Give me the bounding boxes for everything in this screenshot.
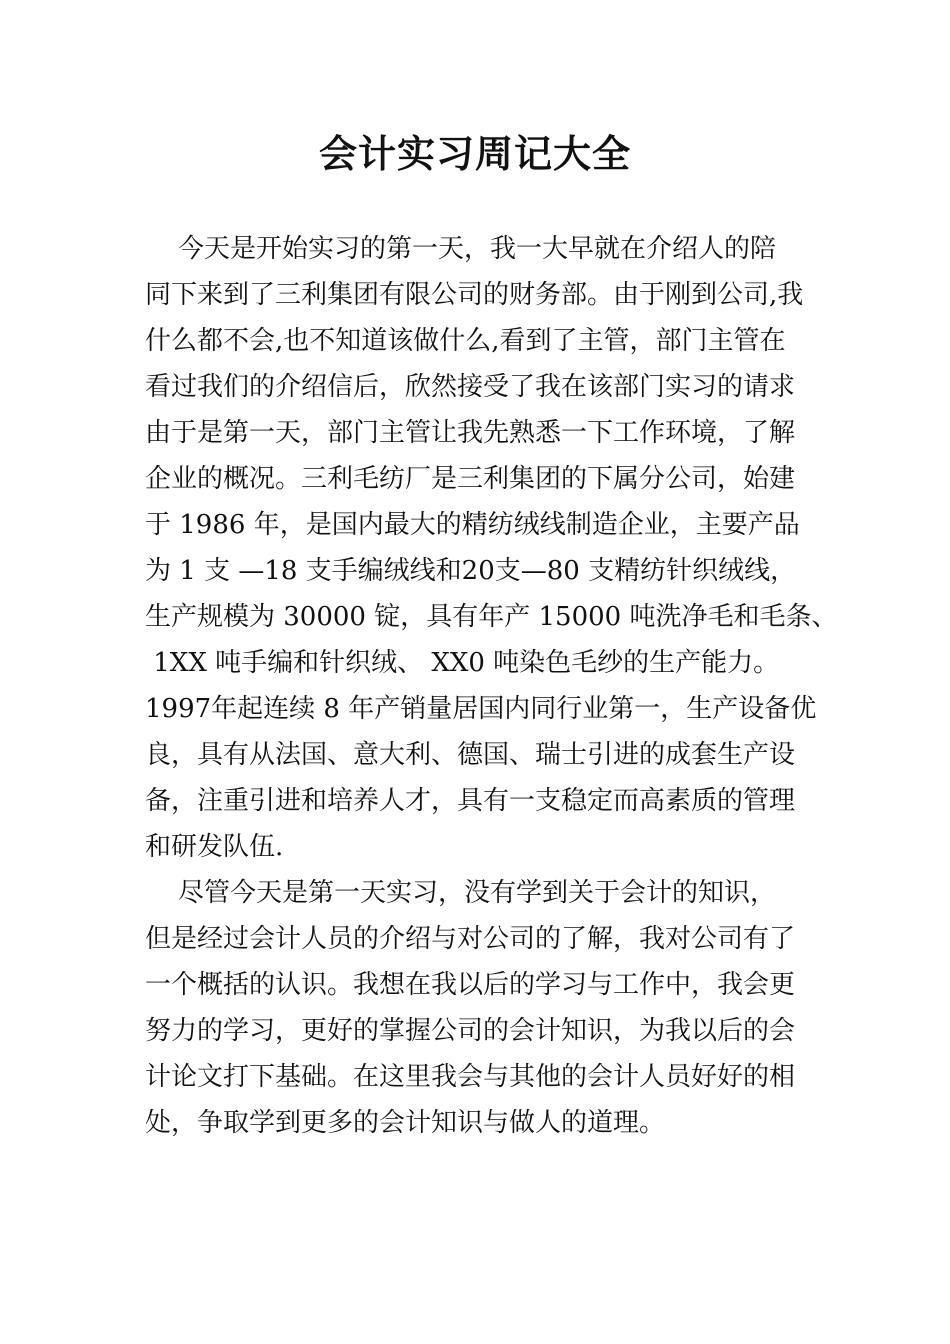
text-line: 和研发队伍.	[145, 832, 284, 862]
text-line: 计论文打下基础。在这里我会与其他的会计人员好好的相	[145, 1062, 796, 1092]
text-line: 但是经过会计人员的介绍与对公司的了解，我对公司有了	[145, 924, 796, 954]
text-line: 一个概括的认识。我想在我以后的学习与工作中，我会更	[145, 970, 796, 1000]
text-line: 今天是开始实习的第一天，我一大早就在介绍人的陪	[145, 234, 777, 264]
text-line: 1XX 吨手编和针织绒、 XX0 吨染色毛纱的生产能力。	[145, 648, 780, 678]
text-line: 处，争取学到更多的会计知识与做人的道理。	[145, 1108, 666, 1138]
text-line: 由于是第一天，部门主管让我先熟悉一下工作环境，了解	[145, 418, 796, 448]
text-line: 备，注重引进和培养人才，具有一支稳定而高素质的管理	[145, 786, 796, 816]
text-line: 什么都不会,也不知道该做什么,看到了主管，部门主管在	[145, 326, 786, 356]
text-line: 努力的学习，更好的掌握公司的会计知识，为我以后的会	[145, 1016, 796, 1046]
text-line: 1997年起连续 8 年产销量居国内同行业第一，生产设备优	[145, 694, 817, 724]
text-line: 企业的概况。三利毛纺厂是三利集团的下属分公司，始建	[145, 464, 796, 494]
text-line: 看过我们的介绍信后，欣然接受了我在该部门实习的请求	[145, 372, 796, 402]
text-line: 同下来到了三利集团有限公司的财务部。由于刚到公司,我	[145, 280, 804, 310]
paragraph-1	[145, 226, 838, 870]
text-line: 于 1986 年，是国内最大的精纺绒线制造企业，主要产品	[145, 510, 800, 540]
document-title: 会计实习周记大全	[318, 131, 631, 176]
document-body	[145, 226, 838, 1146]
text-line: 生产规模为 30000 锭，具有年产 15000 吨洗净毛和毛条、	[145, 602, 838, 632]
text-line: 为 1 支 —18 支手编绒线和20支—80 支精纺针织绒线，	[145, 556, 797, 586]
text-line: 尽管今天是第一天实习，没有学到关于会计的知识，	[145, 878, 777, 908]
paragraph-2	[145, 870, 835, 1146]
text-line: 良，具有从法国、意大利、德国、瑞士引进的成套生产设	[145, 740, 796, 770]
